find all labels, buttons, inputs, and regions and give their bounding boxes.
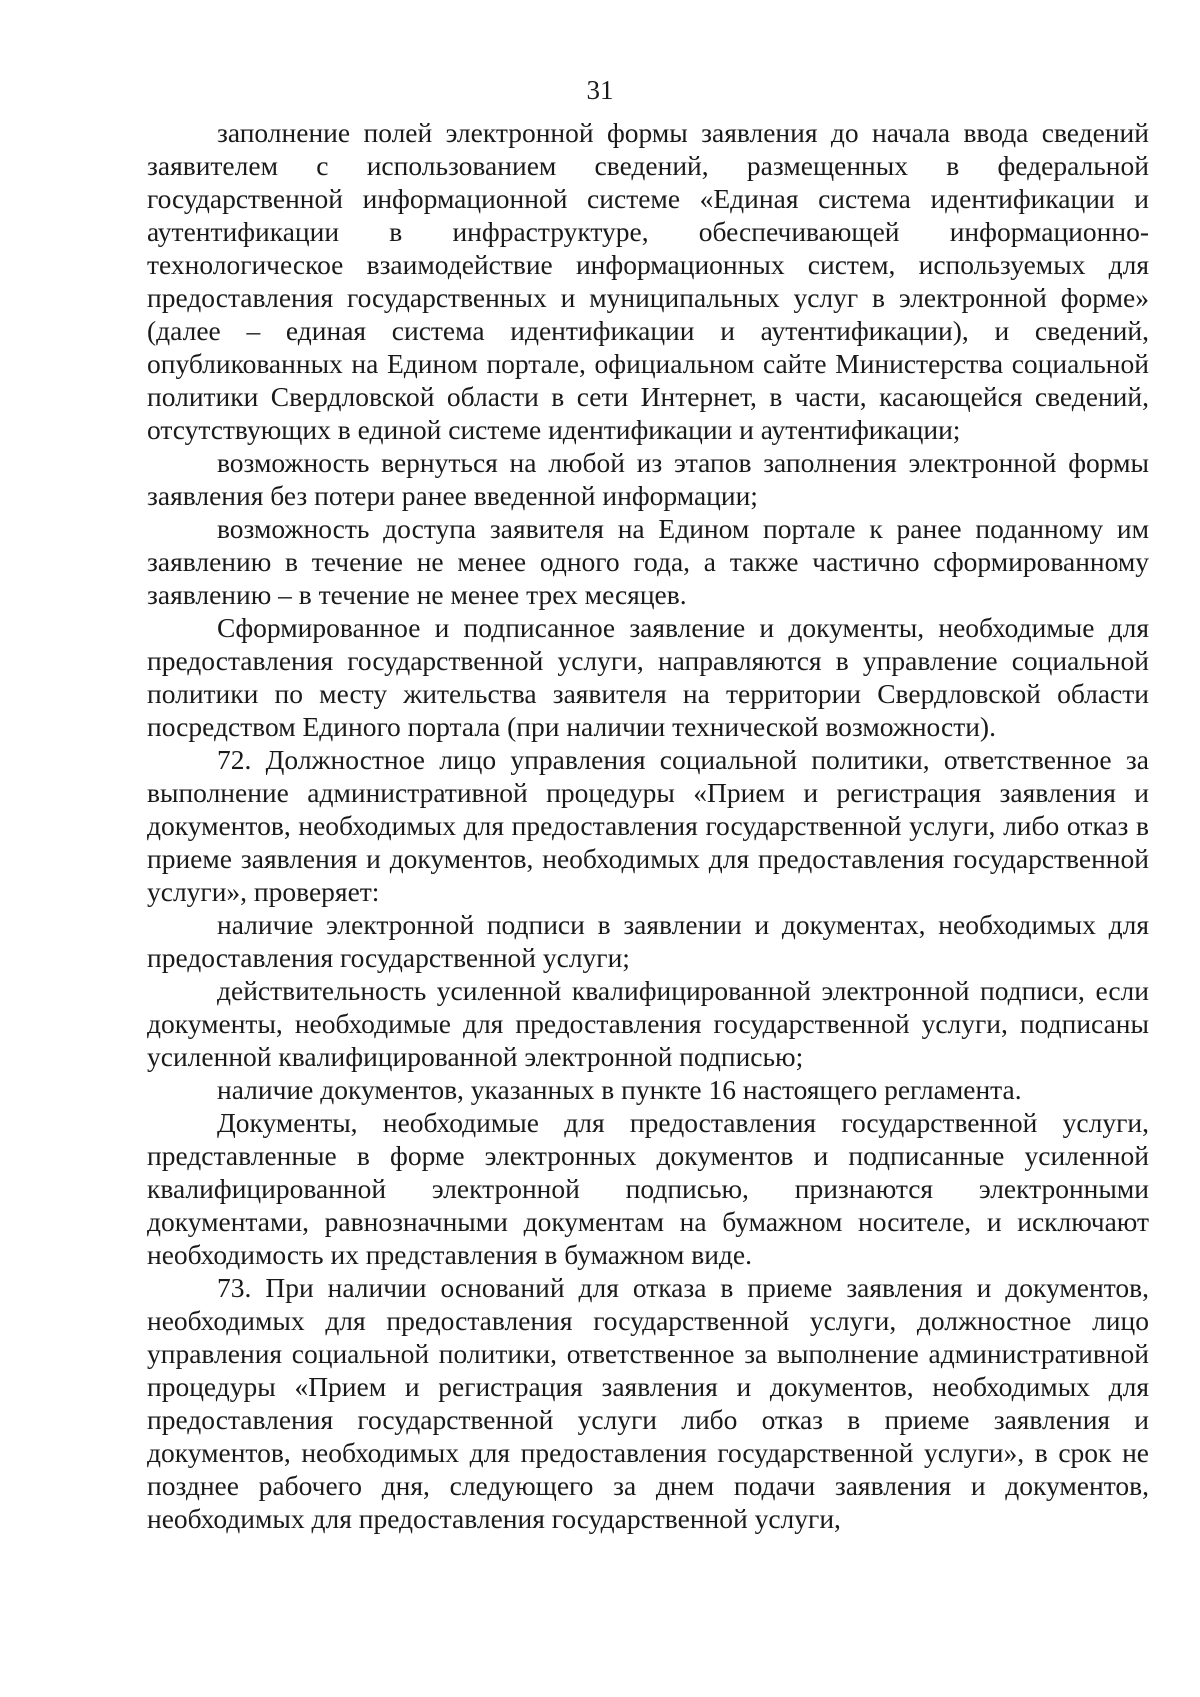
paragraph: Документы, необходимые для предоставления государственной услуги, представленные в форме электронных документов и подписанные усиленной квалифицированной электронной подписью, признаются электронными документами, равнозначными документам на бумажном носителе, и исключают необходимость их представления в бумажном виде. xyxy=(147,1107,1149,1270)
paragraph: 72. Должностное лицо управления социальной политики, ответственное за выполнение административной процедуры «Прием и регистрация заявления и документов, необходимых для предоставления государственной услуги, либо отказ в приеме заявления и документов, необходимых для предоставления государственной услуги», проверяет: xyxy=(147,744,1149,907)
paragraph: наличие документов, указанных в пункте 16 настоящего регламента. xyxy=(217,1074,1022,1105)
paragraph: действительность усиленной квалифицированной электронной подписи, если документы, необходимые для предоставления государственной услуги, подписаны усиленной квалифицированной электронной подписью; xyxy=(147,975,1149,1072)
paragraph: возможность вернуться на любой из этапов заполнения электронной формы заявления без потери ранее введенной информации; xyxy=(147,447,1149,511)
paragraph: Сформированное и подписанное заявление и документы, необходимые для предоставления государственной услуги, направляются в управление социальной политики по месту жительства заявителя на территории Свердловской области посредством Единого портала (при наличии технической возможности). xyxy=(147,612,1149,742)
paragraph: возможность доступа заявителя на Едином портале к ранее поданному им заявлению в течение не менее одного года, а также частично сформированному заявлению – в течение не менее трех месяцев. xyxy=(147,513,1149,610)
document-body xyxy=(147,116,1149,1535)
page-number: 31 xyxy=(586,75,614,105)
paragraph: заполнение полей электронной формы заявления до начала ввода сведений заявителем с использованием сведений, размещенных в федеральной государственной информационной системе «Единая система идентификации и аутентификации в инфраструктуре, обеспечивающей информационно-технологическое взаимодействие информационных систем, используемых для предоставления государственных и муниципальных услуг в электронной форме» (далее – единая система идентификации и аутентификации), и сведений, опубликованных на Едином портале, официальном сайте Министерства социальной политики Свердловской области в сети Интернет, в части, касающейся сведений, отсутствующих в единой системе идентификации и аутентификации; xyxy=(147,117,1149,445)
paragraph: 73. При наличии оснований для отказа в приеме заявления и документов, необходимых для предоставления государственной услуги, должностное лицо управления социальной политики, ответственное за выполнение административной процедуры «Прием и регистрация заявления и документов, необходимых для предоставления государственной услуги либо отказ в приеме заявления и документов, необходимых для предоставления государственной услуги», в срок не позднее рабочего дня, следующего за днем подачи заявления и документов, необходимых для предоставления государственной услуги, xyxy=(147,1272,1149,1534)
paragraph: наличие электронной подписи в заявлении и документах, необходимых для предоставления государственной услуги; xyxy=(147,909,1149,973)
